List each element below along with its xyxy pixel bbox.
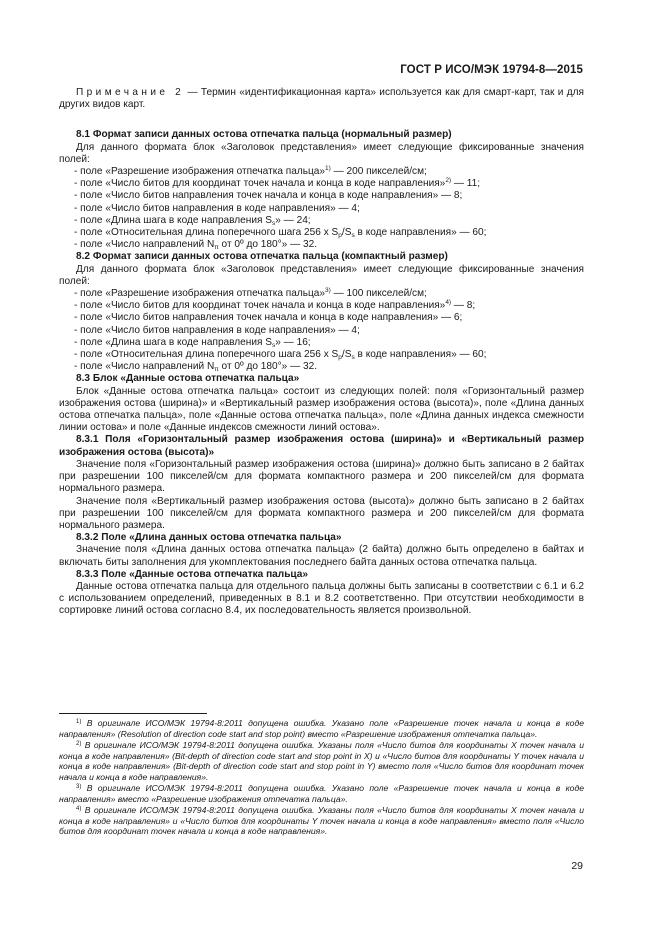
section-8-1-intro: Для данного формата блок «Заголовок представления» имеет следующие фиксированные значения полей: <box>59 141 584 165</box>
section-8-3-3-text: Данные остова отпечатка пальца для отдельного пальца должны быть записаны в соответствии с 6.1 и 6.2 с использованием определений, приведенных в 8.1 и 8.2 соответственно. При отсутствии необходимости в сортировке линий остова согласно 8.4, их последовательность является произвольной. <box>59 580 584 617</box>
note-paragraph <box>59 87 584 111</box>
section-8-3-2-heading: 8.3.2 Поле «Длина данных остова отпечатка пальца» <box>76 532 342 544</box>
note-label: Примечание 2 <box>76 87 185 98</box>
footnote: $^{2)}$ В оригинале ИСО/МЭК 19794-8:2011 допущена ошибка. Указаны поля «Число битов для координаты X точек начала и конца в коде направления» (Bit-depth of direction code start and stop point in X) и «Число битов для координаты Y точек начала и конца в коде направления» (Bit-depth of direction code start and stop point in Y) вместо поля «Число битов для координат точек начала и конца в коде направления». <box>59 740 584 782</box>
list-item: - поле «Число направлений $N_\pi$ от 0º до 180°» — 32. <box>74 239 318 252</box>
list-item: - поле «Длина шага в коде направления $S_s$» — 16; <box>74 336 311 349</box>
section-8-2-intro: Для данного формата блок «Заголовок представления» имеет следующие фиксированные значения полей: <box>59 263 584 287</box>
footnote: $^{1)}$ В оригинале ИСО/МЭК 19794-8:2011 допущена ошибка. Указано поле «Разрешение точек начала и конца в коде направления» (Resolution of direction code start and stop point) вместо «Разрешение изображения отпечатка пальца». <box>59 718 584 739</box>
section-8-3-heading: 8.3 Блок «Данные остова отпечатка пальца» <box>76 373 300 385</box>
list-item: - поле «Разрешение изображения отпечатка пальца»$^{1)}$ — 200 пикселей/см; <box>74 165 427 178</box>
spacer <box>59 111 584 129</box>
list-item: - поле «Длина шага в коде направления $S_s$» — 24; <box>74 214 311 227</box>
footnote: $^{3)}$ В оригинале ИСО/МЭК 19794-8:2011 допущена ошибка. Указано поле «Разрешение точек начала и конца в коде направления» вместо «Разрешение изображения отпечатка пальца». <box>59 783 584 804</box>
section-8-3-text: Блок «Данные остова отпечатка пальца» состоит из следующих полей: поля «Горизонтальный размер изображения остова (ширина)» и «Вертикальный размер изображения остова (высота)», поле «Длина данных остова отпечатка пальца», поле «Данные остова отпечатка пальца», поле «Длина данных индекса смежности линии остова» и поле «Данные индексов смежности линий остова». <box>59 385 584 434</box>
footnotes <box>59 718 584 838</box>
page-number: 29 <box>571 860 583 872</box>
list-item: - поле «Число битов направления точек начала и конца в коде направления» — 8; <box>74 190 463 202</box>
list-item: - поле «Число битов направления в коде направления» — 4; <box>74 202 360 214</box>
list-item: - поле «Относительная длина поперечного шага 256 x $S_p/S_s$ в коде направления» — 60; <box>74 227 487 240</box>
footnote-divider <box>59 713 207 714</box>
note-text: — Термин «идентификационная карта» используется как для смарт-карт, так и для других видов карт. <box>59 87 584 111</box>
section-8-1-heading: 8.1 Формат записи данных остова отпечатка пальца (нормальный размер) <box>76 129 452 141</box>
list-item: - поле «Число битов направления в коде направления» — 4; <box>74 324 360 336</box>
list-item: - поле «Разрешение изображения отпечатка пальца»$^{3)}$ — 100 пикселей/см; <box>74 287 427 300</box>
section-8-3-1-text-b: Значение поля «Вертикальный размер изображения остова (высота)» должно быть записано в 2 байтах при разрешении 100 пикселей/см для формата компактного размера и 200 пикселей/см для формата нормального размера. <box>59 495 584 531</box>
section-8-2-heading: 8.2 Формат записи данных остова отпечатка пальца (компактный размер) <box>76 251 448 263</box>
footnote: $^{4)}$ В оригинале ИСО/МЭК 19794-8:2011 допущена ошибка. Указаны поля «Число битов для координаты X точек начала и конца в коде направления» и «Число битов для координаты Y точек начала и конца в коде направления» вместо поля «Число битов для координат точек начала и конца в коде направления». <box>59 805 584 836</box>
list-item: - поле «Число битов для координат точек начала и конца в коде направления»$^{4)}$ — 8; <box>74 299 476 312</box>
main-content <box>59 86 584 618</box>
section-8-3-1-text-a: Значение поля «Горизонтальный размер изображения остова (ширина)» должно быть записано в 2 байтах при разрешении 100 пикселей/см для формата компактного размера и 200 пикселей/см для формата нормального размера. <box>59 458 584 495</box>
section-8-3-3-heading: 8.3.3 Поле «Данные остова отпечатка пальца» <box>76 568 308 580</box>
section-8-3-2-text: Значение поля «Длина данных остова отпечатка пальца» (2 байта) должно быть определено в байтах и включать биты заполнения для укомплектования последнего байта данных остова отпечатка пальца. <box>59 544 584 568</box>
section-8-3-1-heading: 8.3.1 Поля «Горизонтальный размер изображения остова (ширина)» и «Вертикальный размер изображения остова (высота)» <box>59 434 584 458</box>
list-item: - поле «Число битов направления точек начала и конца в коде направления» — 6; <box>74 312 463 324</box>
list-item: - поле «Число битов для координат точек начала и конца в коде направления»$^{2)}$ — 11; <box>74 177 481 190</box>
document-code-header: ГОСТ Р ИСО/МЭК 19794-8—2015 <box>400 64 583 76</box>
list-item: - поле «Относительная длина поперечного шага 256 x $S_p/S_s$ в коде направления» — 60; <box>74 349 487 362</box>
list-item: - поле «Число направлений $N_\pi$ от 0º до 180°» — 32. <box>74 361 318 374</box>
